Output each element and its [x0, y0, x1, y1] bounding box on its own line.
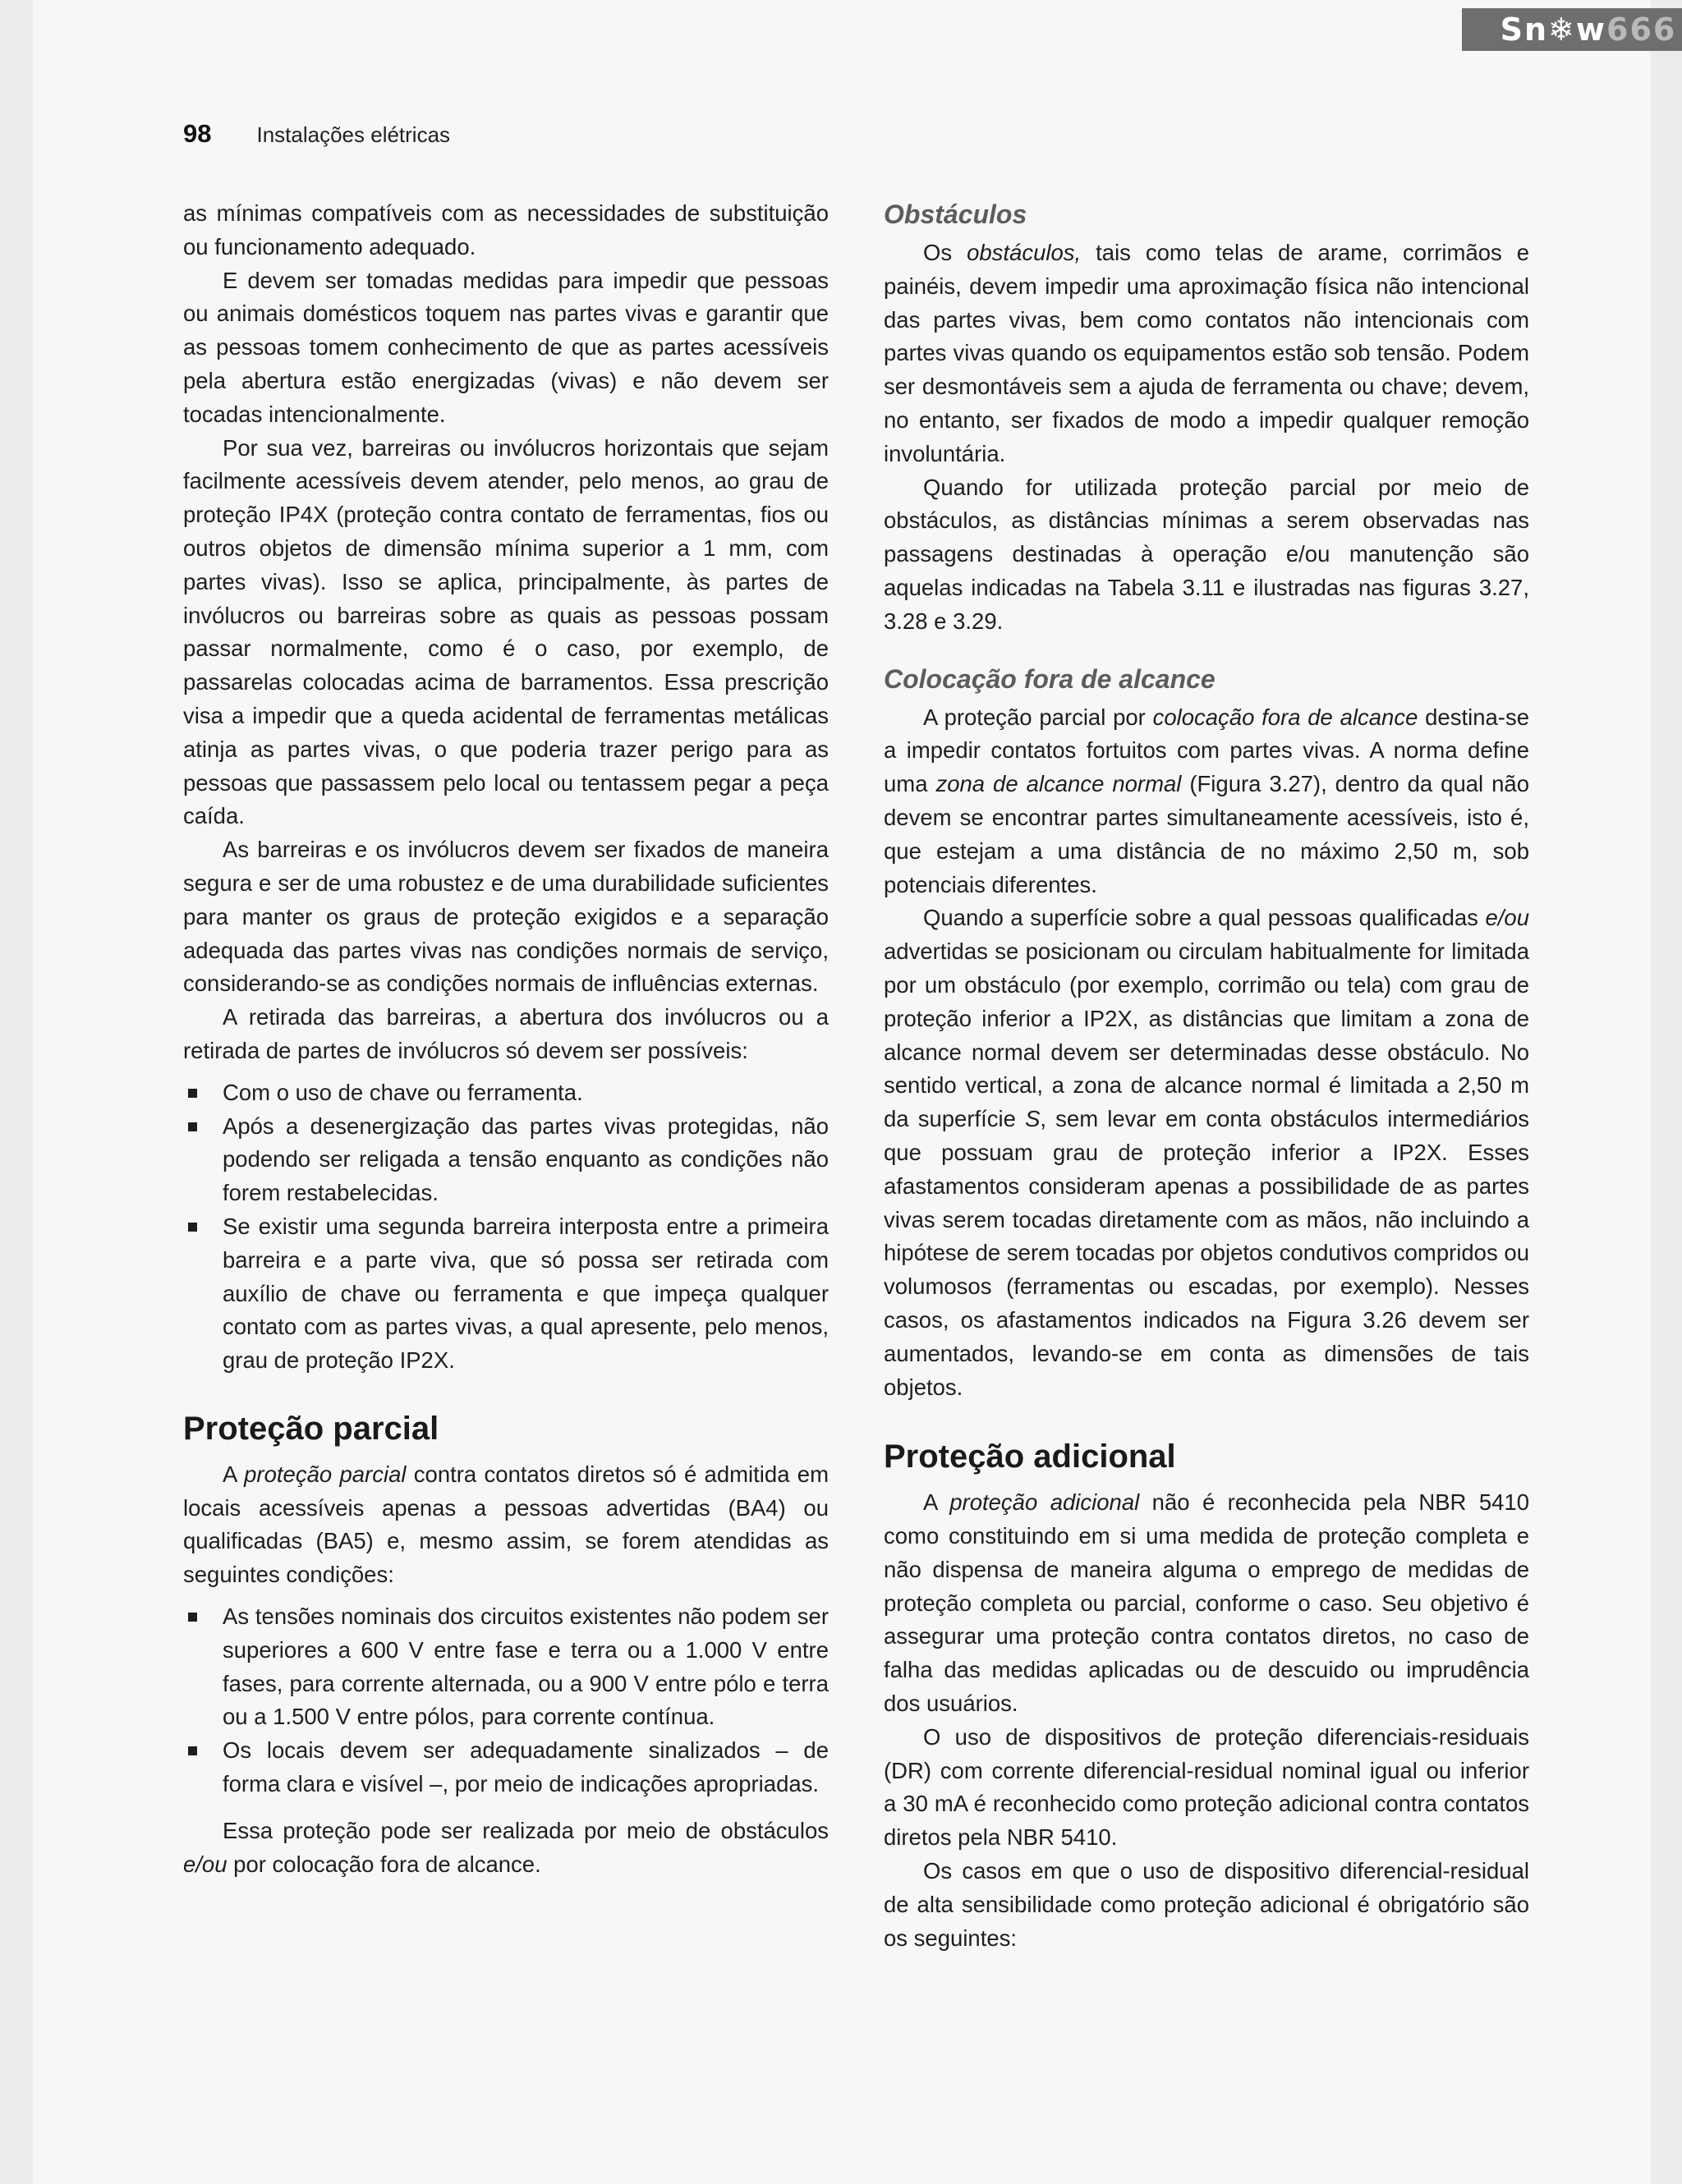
paragraph: Essa proteção pode ser realizada por meio de obstáculos e/ou por colocação fora de alcance. — [183, 1817, 829, 1877]
paragraph: As barreiras e os invólucros devem ser fixados de maneira segura e ser de uma robustez e de uma durabilidade suficientes para manter os graus de proteção exigidos e a separação adequada das partes vivas nas condições normais de serviço, considerando-se as condições normais de influências externas. — [183, 837, 829, 997]
running-header — [183, 119, 450, 149]
paragraph: Os obstáculos, tais como telas de arame, corrimãos e painéis, devem impedir uma aproximação física não intencional das partes vivas, bem como contatos não intencionais com partes vivas quando os equipamentos estão sob tensão. Podem ser desmontáveis sem a ajuda de ferramenta ou chave; devem, no entanto, ser fixados de modo a impedir qualquer remoção involuntária. — [884, 240, 1529, 466]
running-title: Instalações elétricas — [256, 122, 451, 147]
paragraph: Quando for utilizada proteção parcial por meio de obstáculos, as distâncias mínimas a serem observadas nas passagens destinadas à operação e/ou manutenção são aquelas indicadas na Tabela 3.11 e ilustradas nas figuras 3.27, 3.28 e 3.29. — [884, 474, 1529, 634]
book-page — [33, 0, 1677, 2184]
paragraph: A proteção parcial por colocação fora de alcance destina-se a impedir contatos fortuitos com partes vivas. A norma define uma zona de alcance normal (Figura 3.27), dentro da qual não devem se encontrar partes simultaneamente acessíveis, isto é, que estejam a uma distância de no máximo 2,50 m, sob potenciais diferentes. — [884, 704, 1529, 897]
watermark-logo: Sn❄w666 — [1462, 8, 1682, 51]
list-item: Os locais devem ser adequadamente sinalizados – de forma clara e visível –, por meio de indicações apropriadas. — [183, 1734, 829, 1801]
paragraph: O uso de dispositivos de proteção diferenciais-residuais (DR) com corrente diferencial-residual nominal igual ou inferior a 30 mA é reconhecido como proteção adicional contra contatos diretos pela NBR 5410. — [884, 1723, 1529, 1851]
list-item: Com o uso de chave ou ferramenta. — [183, 1076, 829, 1110]
bullet-square-icon — [188, 1613, 197, 1622]
list-item: As tensões nominais dos circuitos existentes não podem ser superiores a 600 V entre fase e terra ou a 1.000 V entre fases, para corrente alternada, ou a 900 V entre pólo e terra ou a 1.500 V entre pólos, para corrente contínua. — [183, 1600, 829, 1734]
section-title-protecao-adicional: Proteção adicional — [884, 1438, 1176, 1475]
subheading-obstaculos: Obstáculos — [884, 200, 1027, 229]
bullet-square-icon — [188, 1089, 197, 1098]
section-title-protecao-parcial: Proteção parcial — [183, 1410, 439, 1447]
paragraph: E devem ser tomadas medidas para impedir que pessoas ou animais domésticos toquem nas partes vivas e garantir que as pessoas tomem conhecimento de que as partes acessíveis pela abertura estão energizadas (vivas) e não devem ser tocadas intencionalmente. — [183, 267, 829, 427]
bullet-list-removal-conditions — [183, 1076, 829, 1378]
list-item: Após a desenergização das partes vivas protegidas, não podendo ser religada a tensão enquanto as condições não forem restabelecidas. — [183, 1110, 829, 1210]
paragraph: A proteção parcial contra contatos diretos só é admitida em locais acessíveis apenas a pessoas advertidas (BA4) ou qualificadas (BA5) e, mesmo assim, se forem atendidas as seguintes condições: — [183, 1461, 830, 1588]
bullet-list-partial-conditions — [183, 1600, 829, 1801]
paragraph: Por sua vez, barreiras ou invólucros horizontais que sejam facilmente acessíveis devem atender, pelo menos, ao grau de proteção IP4X (proteção contra contato de ferramentas, fios ou outros objetos de dimensão mínima superior a 1 mm, com partes vivas). Isso se aplica, principalmente, às partes de invólucros ou barreiras sobre as quais as pessoas possam passar normalmente, como é o caso, por exemplo, de passarelas colocadas acima de barramentos. Essa prescrição visa a impedir que a queda acidental de ferramentas metálicas atinja as partes vivas, o que poderia trazer perigo para as pessoas que passassem pelo local ou tentassem pegar a peça caída. — [183, 434, 829, 829]
subheading-colocacao-fora-de-alcance: Colocação fora de alcance — [884, 663, 1216, 694]
right-column — [884, 197, 1529, 1955]
paragraph: Quando a superfície sobre a qual pessoas qualificadas e/ou advertidas se posicionam ou circulam habitualmente for limitada por um obstáculo (por exemplo, corrimão ou tela) com grau de proteção inferior a IP2X, as distâncias que limitam a zona de alcance normal devem ser determinadas desse obstáculo. No sentido vertical, a zona de alcance normal é limitada a 2,50 m da superfície S, sem levar em conta obstáculos intermediários que possuam grau de proteção inferior a IP2X. Esses afastamentos consideram apenas a possibilidade de as partes vivas serem tocadas diretamente com as mãos, não incluindo a hipótese de serem tocadas por objetos condutivos compridos ou volumosos (ferramentas ou escadas, por exemplo). Nesses casos, os afastamentos indicados na Figura 3.26 devem ser aumentados, levando-se em conta as dimensões de tais objetos. — [884, 905, 1529, 1400]
bullet-square-icon — [188, 1746, 197, 1755]
list-item: Se existir uma segunda barreira interposta entre a primeira barreira e a parte viva, que só possa ser retirada com auxílio de chave ou ferramenta e que impeça qualquer contato com as partes vivas, a qual apresente, pelo menos, grau de proteção IP2X. — [183, 1210, 829, 1378]
paragraph: Os casos em que o uso de dispositivo diferencial-residual de alta sensibilidade como proteção adicional é obrigatório são os seguintes: — [884, 1858, 1529, 1951]
bullet-square-icon — [188, 1122, 197, 1131]
left-column — [183, 197, 829, 1881]
bullet-square-icon — [188, 1223, 197, 1232]
paragraph: A retirada das barreiras, a abertura dos invólucros ou a retirada de partes de invólucros só devem ser possíveis: — [183, 1004, 829, 1063]
paragraph: as mínimas compatíveis com as necessidades de substituição ou funcionamento adequado. — [183, 200, 829, 259]
page-number: 98 — [183, 119, 212, 148]
paragraph: A proteção adicional não é reconhecida pela NBR 5410 como constituindo em si uma medida de proteção completa e não dispensa de maneira alguma o emprego de medidas de proteção completa ou parcial, conforme o caso. Seu objetivo é assegurar uma proteção contra contatos diretos, no caso de falha das medidas aplicadas ou de descuido ou imprudência dos usuários. — [884, 1489, 1530, 1717]
